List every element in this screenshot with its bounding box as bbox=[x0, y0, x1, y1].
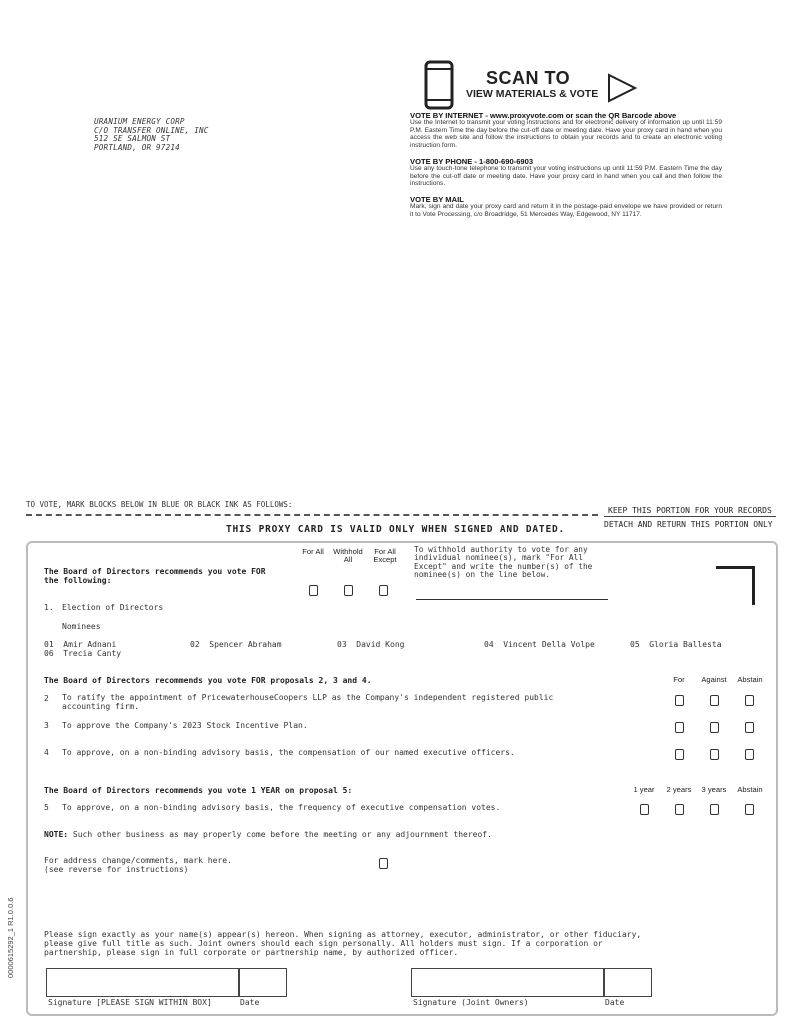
proposal-3-for-checkbox[interactable] bbox=[675, 722, 684, 733]
nominee-name: Amir Adnani bbox=[63, 640, 117, 649]
vote-internet-heading: VOTE BY INTERNET - www.proxyvote.com or scan the QR Barcode above bbox=[410, 111, 677, 120]
sign-instructions: Please sign exactly as your name(s) appear(s) hereon. When signing as attorney, executor, administrator, or other fiduciary, please give full title as such. Joint owners should each sign personally. All holders must sign. If a corporation or partnership, please sign in full corporate or partnership name, by authorized officer. bbox=[44, 930, 642, 957]
proposal-2-for-checkbox[interactable] bbox=[675, 695, 684, 706]
board-recommend-directors: The Board of Directors recommends you vote FOR the following: bbox=[44, 567, 266, 585]
proposal-2-number: 2 bbox=[44, 694, 49, 703]
date-joint-box[interactable] bbox=[603, 968, 652, 997]
for-all-except-checkbox[interactable] bbox=[379, 585, 388, 596]
nominee-num: 04 bbox=[484, 640, 494, 649]
detach-portion-label: DETACH AND RETURN THIS PORTION ONLY bbox=[604, 520, 773, 529]
nominee-04 bbox=[484, 640, 595, 649]
scan-title: SCAN TO bbox=[486, 68, 571, 88]
col-against: Against bbox=[701, 675, 727, 684]
nominee-num: 01 bbox=[44, 640, 54, 649]
valid-notice: THIS PROXY CARD IS VALID ONLY WHEN SIGNED AND DATED. bbox=[226, 524, 566, 535]
nominee-name: Trecia Canty bbox=[63, 649, 122, 658]
nominee-name: Spencer Abraham bbox=[209, 640, 282, 649]
nominee-num: 06 bbox=[44, 649, 54, 658]
proposal-5-text: To approve, on a non-binding advisory basis, the frequency of executive compensation votes. bbox=[62, 803, 501, 812]
corner-mark bbox=[716, 566, 755, 605]
date-label: Date bbox=[240, 998, 260, 1007]
sender-line4: PORTLAND, OR 97214 bbox=[94, 142, 180, 152]
signature-joint-box[interactable] bbox=[411, 968, 605, 997]
sender-line1: URANIUM ENERGY CORP bbox=[94, 117, 185, 126]
date-joint-label: Date bbox=[605, 998, 625, 1007]
keep-portion-label: KEEP THIS PORTION FOR YOUR RECORDS bbox=[608, 506, 772, 515]
nominee-03 bbox=[337, 640, 404, 649]
board-recommend-5: The Board of Directors recommends you vote 1 YEAR on proposal 5: bbox=[44, 786, 353, 795]
marking-instructions: TO VOTE, MARK BLOCKS BELOW IN BLUE OR BLACK INK AS FOLLOWS: bbox=[26, 500, 293, 509]
nominee-num: 05 bbox=[630, 640, 640, 649]
scan-subtitle: VIEW MATERIALS & VOTE bbox=[466, 88, 599, 100]
vote-phone-heading: VOTE BY PHONE - 1-800-690-6903 bbox=[410, 157, 534, 166]
proposal-5-number: 5 bbox=[44, 803, 49, 812]
nominee-name: Vincent Della Volpe bbox=[503, 640, 595, 649]
proposal-3-number: 3 bbox=[44, 721, 49, 730]
proposal-4-number: 4 bbox=[44, 748, 49, 757]
col-for-all-except: For All Except bbox=[373, 547, 397, 564]
proposal-4-abstain-checkbox[interactable] bbox=[745, 749, 754, 760]
withhold-instruction: To withhold authority to vote for any individual nominee(s), mark "For All Except" and write the number(s) of the nominee(s) on the line below. bbox=[414, 545, 593, 579]
nominee-01 bbox=[44, 640, 116, 649]
phone-icon bbox=[424, 60, 458, 110]
proposal-5-1year-checkbox[interactable] bbox=[640, 804, 649, 815]
address-change-text: For address change/comments, mark here. (see reverse for instructions) bbox=[44, 856, 232, 874]
proposal-4-against-checkbox[interactable] bbox=[710, 749, 719, 760]
detach-dashed-line bbox=[26, 514, 598, 516]
col-2years: 2 years bbox=[666, 785, 692, 794]
vote-mail-section bbox=[410, 196, 722, 218]
col-for: For bbox=[673, 675, 685, 684]
col-1year: 1 year bbox=[633, 785, 655, 794]
vote-internet-text: Use the Internet to transmit your voting instructions and for electronic delivery of information up until 11:59 P.M. Eastern Time the day before the cut-off date or meeting date. Have your proxy card in hand when you access the web site and follow the instructions to obtain your records and to create an electronic voting instruction form. bbox=[410, 119, 722, 149]
sender-address bbox=[94, 118, 209, 152]
vote-phone-text: Use any touch-tone telephone to transmit your voting instructions up until 11:59 P.M. Eastern Time the day before the cut-off date or meeting date. Have your proxy card in hand when you call and then follow the instructions. bbox=[410, 165, 722, 188]
col-abstain-5: Abstain bbox=[737, 785, 763, 794]
signature-label: Signature [PLEASE SIGN WITHIN BOX] bbox=[48, 998, 212, 1007]
col-abstain: Abstain bbox=[737, 675, 763, 684]
proposal-2-against-checkbox[interactable] bbox=[710, 695, 719, 706]
sender-line3: 512 SE SALMON ST bbox=[94, 134, 171, 143]
vote-mail-text: Mark, sign and date your proxy card and return it in the postage-paid envelope we have provided or return it to Vote Processing, c/o Broadridge, 51 Mercedes Way, Edgewood, NY 11717. bbox=[410, 203, 722, 218]
col-for-all: For All bbox=[302, 547, 324, 556]
note-text: Such other business as may properly come before the meeting or any adjournment thereof. bbox=[68, 830, 492, 839]
vote-mail-heading: VOTE BY MAIL bbox=[410, 195, 464, 204]
nominee-exception-line[interactable] bbox=[416, 599, 608, 600]
nominees-label: Nominees bbox=[62, 622, 101, 631]
nominee-02 bbox=[190, 640, 282, 649]
nominee-name: David Kong bbox=[356, 640, 405, 649]
nominee-05 bbox=[630, 640, 722, 649]
nominee-num: 02 bbox=[190, 640, 200, 649]
item1-label: Election of Directors bbox=[62, 603, 164, 612]
proposal-3-against-checkbox[interactable] bbox=[710, 722, 719, 733]
signature-box[interactable] bbox=[46, 968, 240, 997]
address-change-checkbox[interactable] bbox=[379, 858, 388, 869]
proposal-2-text: To ratify the appointment of PricewaterhouseCoopers LLP as the Company's independent registered public accounting firm. bbox=[62, 693, 554, 711]
nominee-name: Gloria Ballesta bbox=[649, 640, 722, 649]
item1-number: 1. bbox=[44, 603, 54, 612]
sender-line2: C/O TRANSFER ONLINE, INC bbox=[94, 125, 209, 135]
form-code: 0000615292_1 R1.0.0.6 bbox=[6, 897, 15, 978]
vote-internet-section bbox=[410, 112, 722, 149]
nominee-06 bbox=[44, 649, 121, 658]
note-label: NOTE: bbox=[44, 830, 69, 839]
date-box[interactable] bbox=[238, 968, 287, 997]
proposal-5-2years-checkbox[interactable] bbox=[675, 804, 684, 815]
proposal-3-abstain-checkbox[interactable] bbox=[745, 722, 754, 733]
proposal-4-text: To approve, on a non-binding advisory basis, the compensation of our named executive officers. bbox=[62, 748, 515, 757]
nominee-num: 03 bbox=[337, 640, 347, 649]
proposal-2-abstain-checkbox[interactable] bbox=[745, 695, 754, 706]
proposal-5-3years-checkbox[interactable] bbox=[710, 804, 719, 815]
col-withhold-all: Withhold All bbox=[333, 547, 363, 564]
proposal-3-text: To approve the Company's 2023 Stock Incentive Plan. bbox=[62, 721, 308, 730]
play-arrow-icon bbox=[606, 72, 638, 104]
withhold-all-checkbox[interactable] bbox=[344, 585, 353, 596]
proposal-4-for-checkbox[interactable] bbox=[675, 749, 684, 760]
signature-joint-label: Signature (Joint Owners) bbox=[413, 998, 529, 1007]
vote-phone-section bbox=[410, 158, 722, 188]
for-all-checkbox[interactable] bbox=[309, 585, 318, 596]
board-recommend-234: The Board of Directors recommends you vote FOR proposals 2, 3 and 4. bbox=[44, 676, 372, 685]
keep-divider bbox=[604, 516, 776, 517]
col-3years: 3 years bbox=[701, 785, 727, 794]
proposal-5-abstain-checkbox[interactable] bbox=[745, 804, 754, 815]
note bbox=[44, 830, 492, 839]
